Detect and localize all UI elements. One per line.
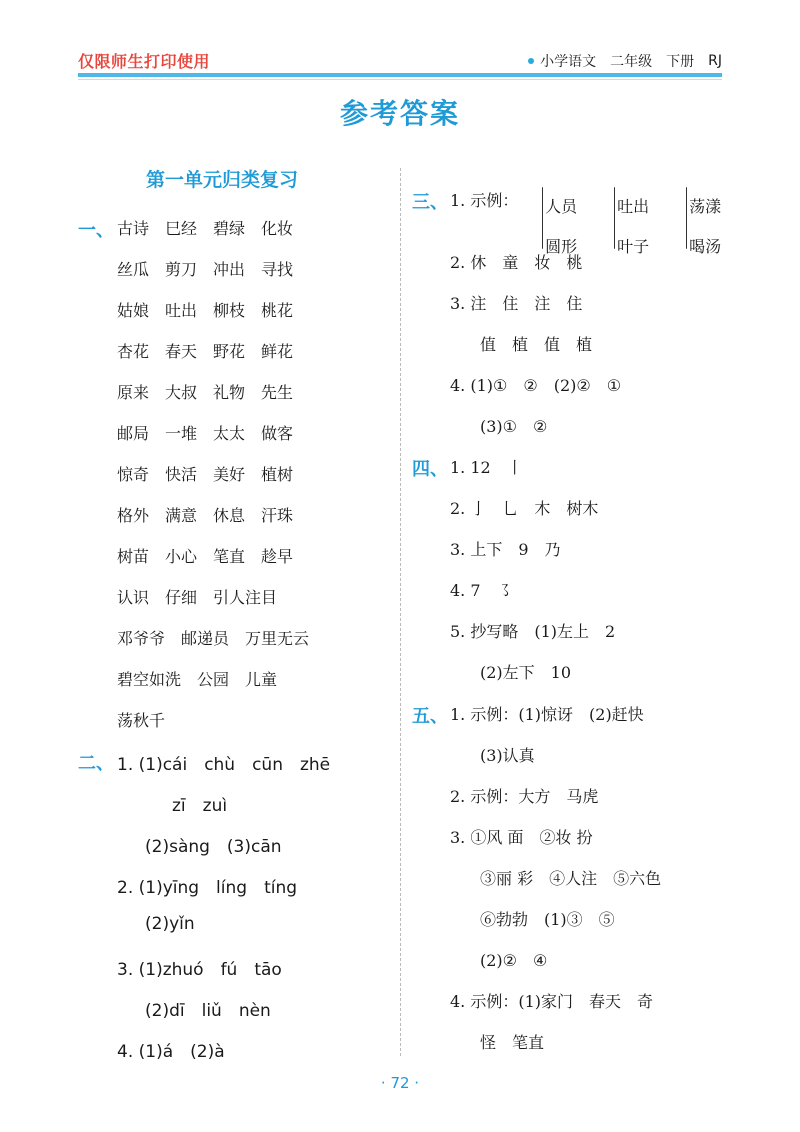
q2-row: (2)sàng (3)cān (145, 837, 282, 857)
q1-row: 格外 满意 休息 汗珠 (117, 506, 294, 525)
group-word: 喝汤 (689, 237, 722, 256)
q2-mark: 二、 (78, 753, 114, 774)
edition: RJ (708, 53, 722, 69)
q2-row: (2)yǐn (145, 914, 195, 934)
q4-mark: 四、 (412, 459, 448, 480)
q2-row: 3. (1)zhuó fú tāo (117, 960, 282, 980)
q1-row: 原来 大叔 礼物 先生 (117, 383, 294, 402)
term: 下册 (666, 54, 695, 70)
bullet-dot-icon (528, 58, 534, 64)
group-word: 叶子 (617, 237, 650, 256)
q2-row: (2)dī liǔ nèn (145, 1001, 271, 1021)
q2-row: 4. (1)á (2)à (117, 1042, 225, 1062)
header-rule-thin (78, 79, 722, 80)
print-notice: 仅限师生打印使用 (78, 52, 211, 71)
q5-row: 2. 示例：大方 马虎 (450, 787, 599, 806)
q5-row: 1. 示例：(1)惊讶 (2)赶快 (450, 705, 644, 724)
q5-row: ⑥勃勃 (1)③ ⑤ (480, 910, 615, 929)
q2-row: 2. (1)yīng líng tíng (117, 878, 298, 898)
q3-row: 4. (1)① ② (2)② ① (450, 376, 622, 395)
q3-row: (3)① ② (480, 417, 548, 436)
q3-1-prefix: 1. 示例： (450, 191, 519, 210)
q1-row: 碧空如洗 公园 儿童 (117, 670, 278, 689)
group-word: 圆形 (545, 237, 578, 256)
page-number: · 72 · (380, 1074, 420, 1092)
section-title: 第一单元归类复习 (146, 169, 299, 191)
q3-row: 2. 休 童 妆 桃 (450, 253, 583, 272)
book-info (528, 51, 722, 71)
group-word: 吐出 (617, 197, 650, 216)
q4-row: 3. 上下 9 乃 (450, 540, 561, 559)
q1-row: 邓爷爷 邮递员 万里无云 (117, 629, 310, 648)
q1-row: 惊奇 快活 美好 植树 (117, 465, 294, 484)
q2-row: 1. (1)cái chù cūn zhē (117, 755, 331, 775)
word-group (604, 168, 649, 267)
q5-row: (3)认真 (480, 746, 535, 765)
q3-mark: 三、 (412, 192, 448, 213)
q4-row: 2. 亅 乚 木 树木 (450, 499, 599, 518)
q5-row: (2)② ④ (480, 951, 548, 970)
group-word: 人员 (545, 197, 578, 216)
q4-row: 1. 12 丨 (450, 458, 523, 477)
brace-icon (614, 187, 615, 249)
q5-mark: 五、 (412, 706, 448, 727)
q4-row: (2)左下 10 (480, 663, 572, 682)
word-group (676, 168, 721, 267)
grade: 二年级 (610, 54, 653, 70)
q1-row: 姑娘 吐出 柳枝 桃花 (117, 301, 294, 320)
brace-icon (686, 187, 687, 249)
column-divider (400, 168, 401, 1056)
q2-row: zī zuì (172, 796, 228, 816)
q3-row: 值 植 值 植 (480, 335, 593, 354)
header-rule (78, 73, 722, 77)
q1-row: 荡秋千 (117, 711, 166, 730)
q5-row: ③丽 彩 ④人注 ⑤六色 (480, 869, 662, 888)
page-title: 参考答案 (339, 97, 460, 130)
q1-mark: 一、 (78, 220, 114, 241)
q1-row: 邮局 一堆 太太 做客 (117, 424, 294, 443)
q1-row: 古诗 巳经 碧绿 化妆 (117, 219, 294, 238)
q1-row: 树苗 小心 笔直 趁早 (117, 547, 294, 566)
brace-icon (542, 187, 543, 249)
q1-row: 认识 仔细 引人注目 (117, 588, 278, 607)
q5-row: 4. 示例：(1)家门 春天 奇 (450, 992, 654, 1011)
q5-row: 3. ①风 面 ②妆 扮 (450, 828, 593, 847)
subject: 小学语文 (540, 54, 597, 70)
group-word: 荡漾 (689, 197, 722, 216)
q1-row: 杏花 春天 野花 鲜花 (117, 342, 294, 361)
q4-row: 4. 7 ㇌ (450, 581, 513, 600)
q1-row: 丝瓜 剪刀 冲出 寻找 (117, 260, 294, 279)
q5-row: 怪 笔直 (480, 1033, 545, 1052)
q3-row: 3. 注 住 注 住 (450, 294, 583, 313)
q4-row: 5. 抄写略 (1)左上 2 (450, 622, 616, 641)
